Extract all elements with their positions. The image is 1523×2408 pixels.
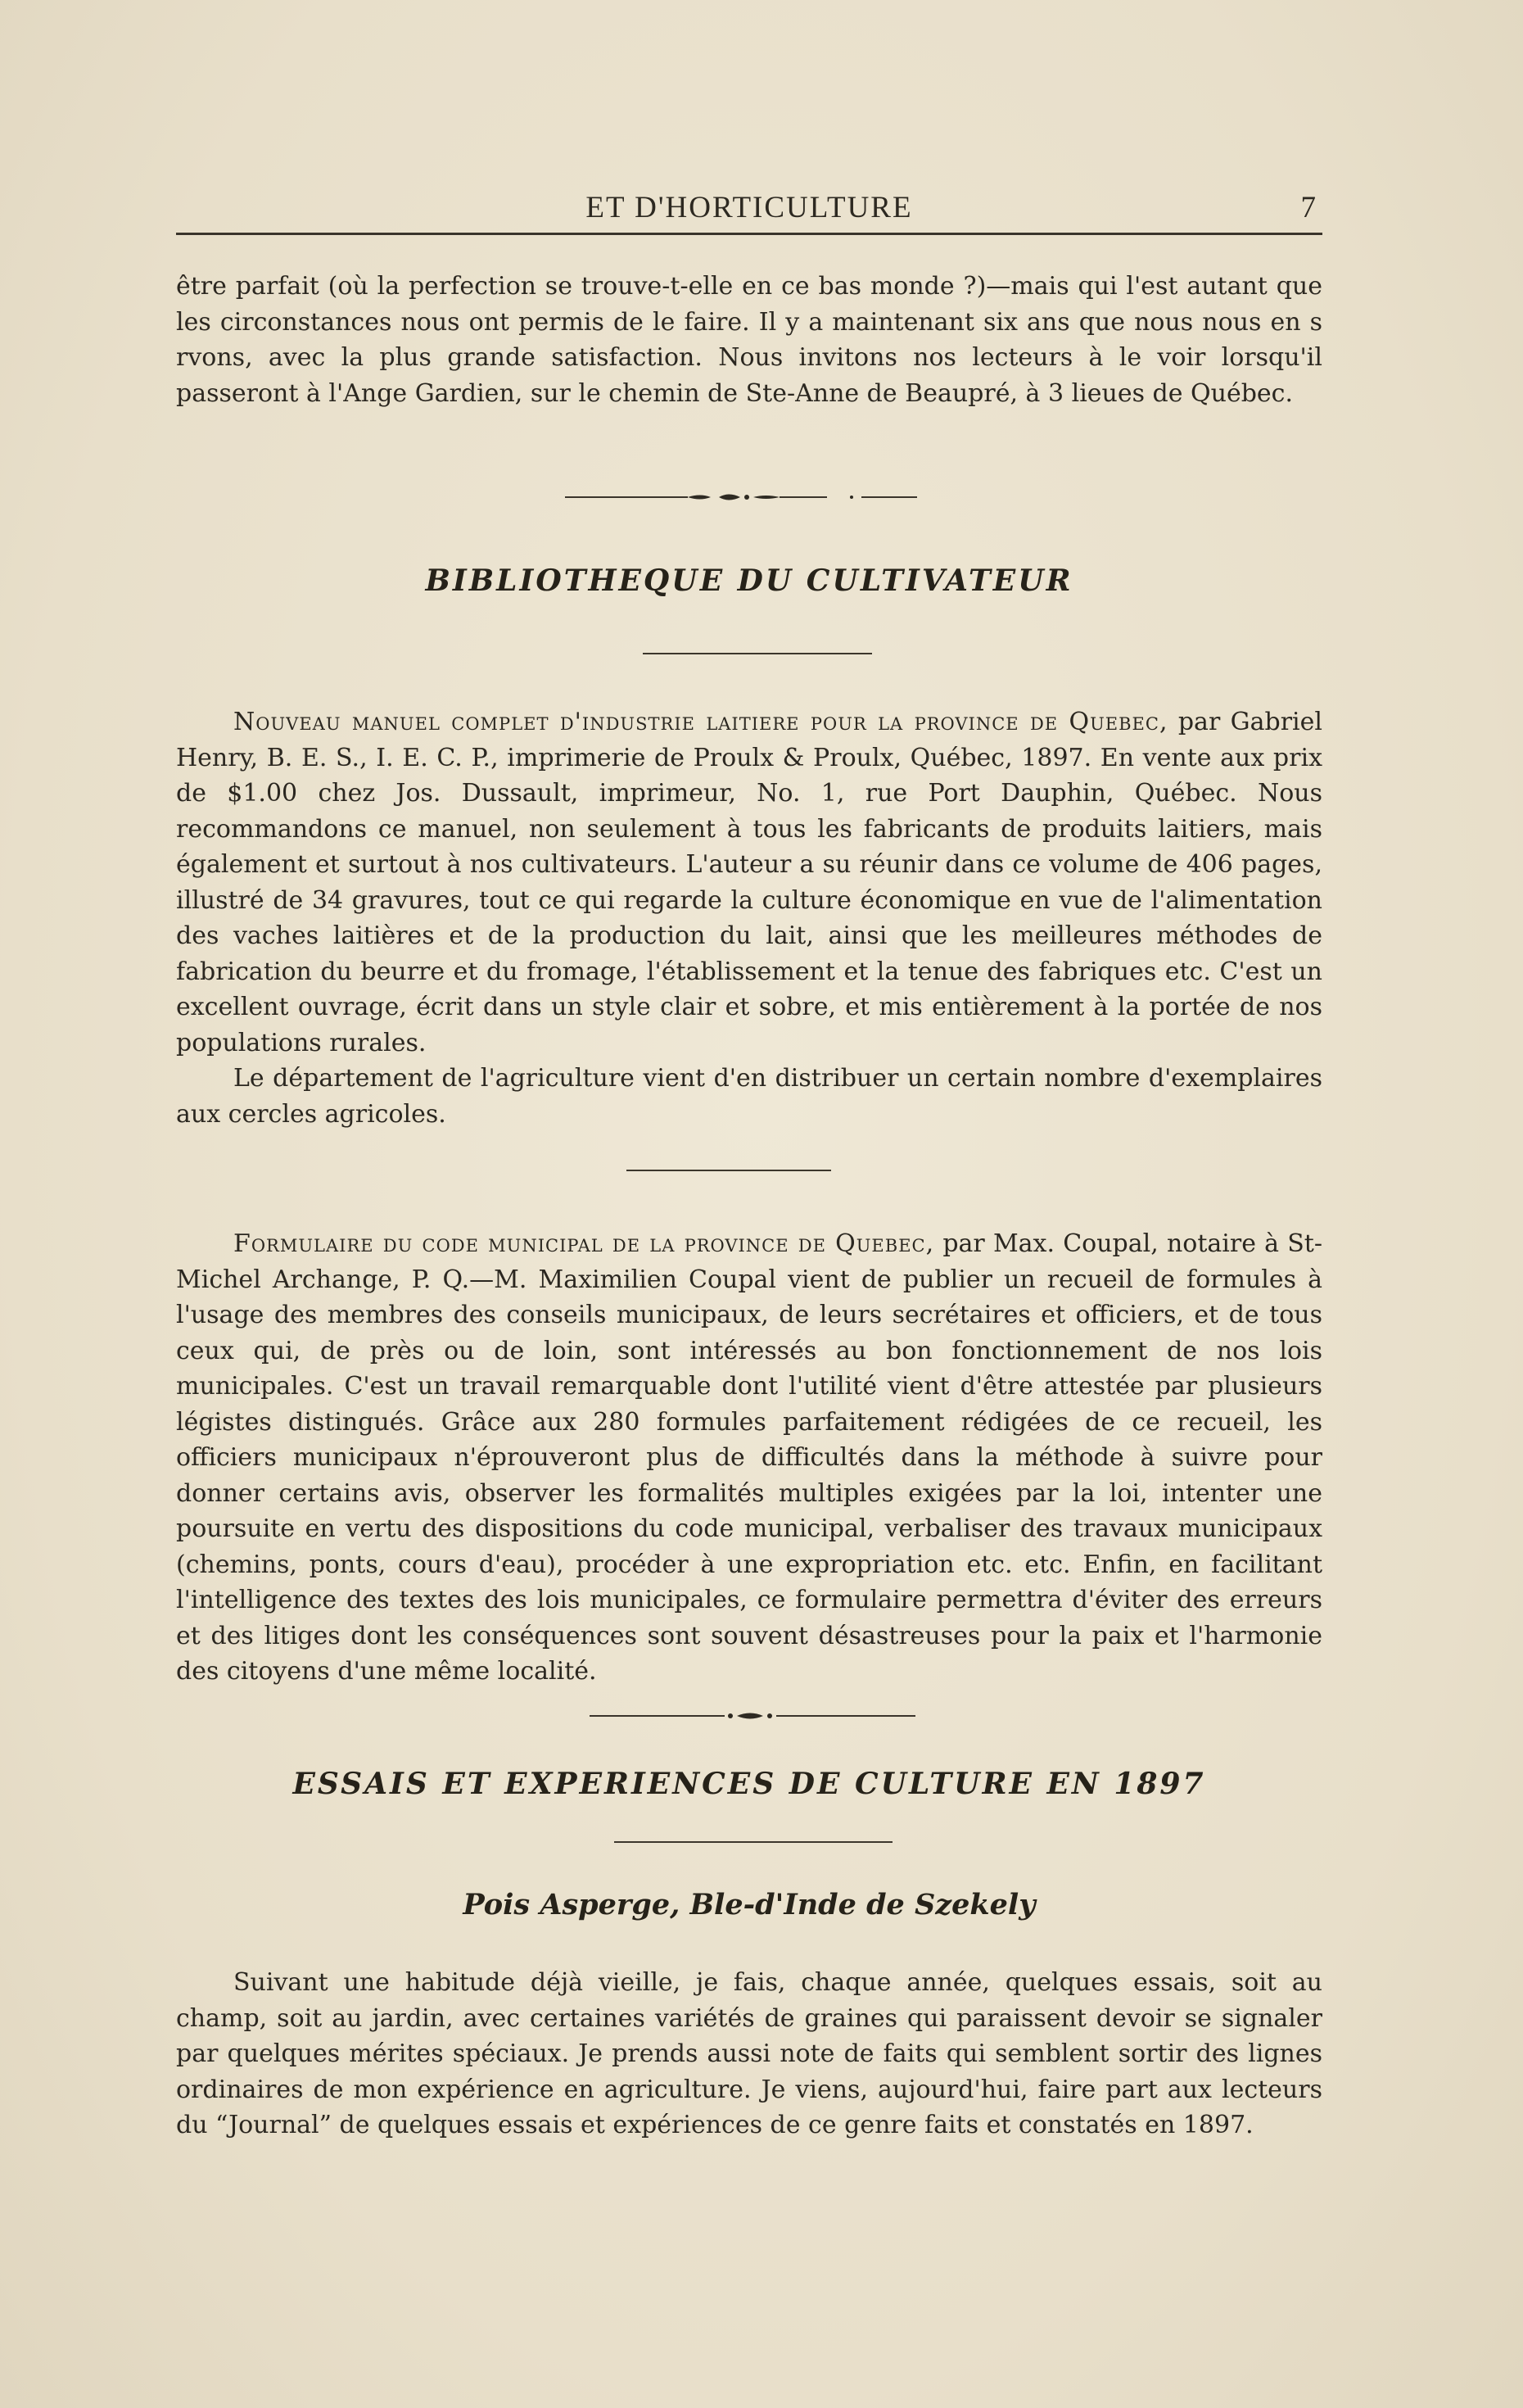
section-title-bibliotheque: BIBLIOTHEQUE DU CULTIVATEUR [425, 564, 1073, 598]
review-paragraph [176, 704, 1322, 1061]
review-lead-title: Formulaire du code municipal de la province de Quebec, [233, 1229, 935, 1258]
intro-paragraph: être parfait (où la perfection se trouve-t-elle en ce bas monde ?)—mais qui l'est autant que les circonstances nous ont permis de le faire. Il y a maintenant six ans que nous nous en s rvons, avec la plus grande satisfaction. Nous invitons nos lecteurs à le voir lorsqu'il passeront à l'Ange Gardien, sur le chemin de Ste-Anne de Beaupré, à 3 lieues de Québec. [176, 272, 1322, 408]
essais-paragraph: Suivant une habitude déjà vieille, je fais, chaque année, quelques essais, soit au champ, soit au jardin, avec certaines variétés de graines qui paraissent devoir se signaler par quelques mérites spéciaux. Je prends aussi note de faits qui semblent sortir des lignes ordinaires de mon expérience en agriculture. Je viens, aujourd'hui, faire part aux lecteurs du “Journal” de quelques essais et expériences de ce genre faits et constatés en 1897. [176, 1968, 1322, 2139]
review-followup: Le département de l'agriculture vient d'en distribuer un certain nombre d'exemplaires aux cercles agricoles. [176, 1064, 1322, 1129]
running-title: ET D'HORTICULTURE [585, 191, 913, 224]
title-underline [643, 653, 872, 654]
review-formulaire [176, 1226, 1322, 1690]
intro-paragraph-block [176, 269, 1322, 411]
section-title-essais: ESSAIS ET EXPERIENCES DE CULTURE EN 1897 [292, 1767, 1206, 1801]
page-number: 7 [1300, 191, 1316, 224]
review-manuel-laitier [176, 704, 1322, 1132]
title-underline [614, 1841, 893, 1843]
page-header [176, 187, 1322, 235]
review-paragraph [176, 1226, 1322, 1690]
short-divider [626, 1170, 831, 1171]
review-body: par Gabriel Henry, B. E. S., I. E. C. P., imprimerie de Proulx & Proulx, Québec, 1897. En vente aux prix de $1.00 chez Jos. Dussault, imprimeur, No. 1, rue Port Dauphin, Québec. Nous recommandons ce manuel, non seulement à tous les fabricants de produits laitiers, mais également et surtout à nos cultivateurs. L'auteur a su réunir dans ce volume de 406 pages, illustré de 34 gravures, tout ce qui regarde la culture économique en vue de l'alimentation des vaches laitières et de la production du lait, ainsi que les meilleures méthodes de fabrication du beurre et du fromage, l'établissement et la tenue des fabriques etc. C'est un excellent ouvrage, écrit dans un style clair et sobre, et mis entièrement à la portée de nos populations rurales. [176, 708, 1322, 1057]
essais-paragraph-block [176, 1965, 1322, 2143]
ornament-divider [590, 1707, 917, 1725]
article-subtitle: Pois Asperge, Ble-d'Inde de Szekely [463, 1888, 1036, 1921]
review-body: par Max. Coupal, notaire à St-Michel Archange, P. Q.—M. Maximilien Coupal vient de publier un recueil de formules à l'usage des membres des conseils municipaux, de leurs secrétaires et officiers, et de tous ceux qui, de près ou de loin, sont intéressés au bon fonctionnement de nos lois municipales. C'est un travail remarquable dont l'utilité vient d'être attestée par plusieurs légistes distingués. Grâce aux 280 formules parfaitement rédigées de ce recueil, les officiers municipaux n'éprouveront plus de difficultés dans la méthode à suivre pour donner certains avis, observer les formalités multiples exigées par la loi, intenter une poursuite en vertu des dispositions du code municipal, verbaliser des travaux municipaux (chemins, ponts, cours d'eau), procéder à une expropriation etc. etc. Enfin, en facilitant l'intelligence des textes des lois municipales, ce formulaire permettra d'éviter des erreurs et des litiges dont les conséquences sont souvent désastreuses pour la paix et l'harmonie des citoyens d'une même localité. [176, 1229, 1322, 1686]
ornament-divider [565, 487, 925, 508]
review-lead-title: Nouveau manuel complet d'industrie laitiere pour la province de Quebec, [233, 708, 1168, 736]
